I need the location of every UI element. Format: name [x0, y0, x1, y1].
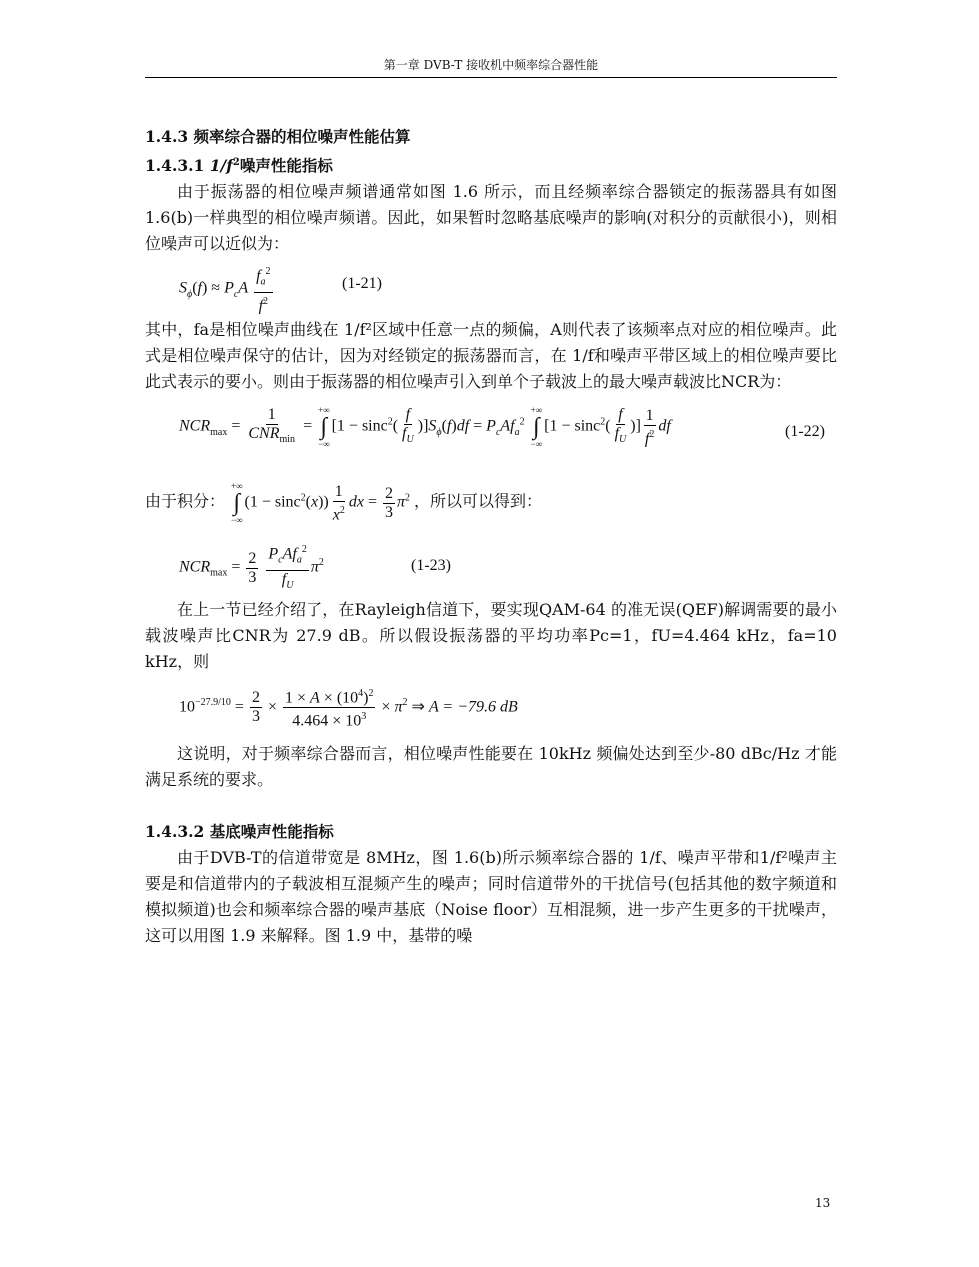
- heading-sup: 2: [232, 157, 240, 168]
- equation-number: (1-23): [411, 557, 451, 575]
- integral-outro-text: ，所以可以得到：: [414, 493, 543, 511]
- section-heading-1-4-3-2: 1.4.3.2 基底噪声性能指标: [145, 822, 334, 842]
- equation-solve-a: $10^{-27.9/10}$ = $\frac{2}{3}$ × $\frac{1 \times A \times (10^4)^2}{4.464 \times 10^3}$ × $\pi^2$ ⇒ A = −79.6 dB: [145, 675, 837, 741]
- page-body: [145, 124, 837, 949]
- equation-result: A = −79.6 dB: [428, 698, 518, 716]
- page-number: 13: [815, 1196, 831, 1210]
- equation-number: (1-21): [342, 275, 382, 293]
- paragraph-1: 由于振荡器的相位噪声频谱通常如图 1.6 所示，而且经频率综合器锁定的振荡器具有如图 1.6(b)一样典型的相位噪声频谱。因此，如果暂时忽略基底噪声的影响(对积分的贡献很小)，则相位噪声可以近似为：: [145, 182, 837, 254]
- paragraph-5: 这说明，对于频率综合器而言，相位噪声性能要在 10kHz 频偏处达到至少-80 dBc/Hz 才能满足系统的要求。: [145, 744, 837, 790]
- paragraph-4: 在上一节已经介绍了，在Rayleigh信道下，要实现QAM-64 的准无误(QEF)解调需要的最小载波噪声比CNR为 27.9 dB。所以假设振荡器的平均功率Pc=1，fU=4.464 kHz，fa=10 kHz，则: [145, 600, 837, 672]
- running-header: 第一章 DVB-T 接收机中频率综合器性能: [145, 56, 837, 78]
- equation-1-23: $NCR_{max}$ = $\frac{2}{3}$ $\frac{P_cAf_a^2}{f_U}$ $\pi^2$ (1-23): [145, 531, 837, 597]
- section-heading-1-4-3: 1.4.3 频率综合器的相位噪声性能估算: [145, 127, 411, 146]
- heading-fraction: 1/f: [209, 156, 233, 176]
- paragraph-6: 由于DVB-T的信道带宽是 8MHz，图 1.6(b)所示频率综合器的 1/f、噪声平带和1/f²噪声主要是和信道带内的子载波相互混频产生的噪声；同时信道带外的干扰信号(包括其他的数字频道和模拟频道)也会和频率综合器的噪声基底（Noise floor）互相混频，进一步产生更多的干扰噪声，这可以用图 1.9 来解释。图 1.9 中，基带的噪: [145, 848, 837, 946]
- section-heading-1-4-3-1: [145, 150, 837, 179]
- integral-line: 由于积分： +∞ ∫ −∞ (1 − sinc$^2$(x)) $\frac{1}{x^2}$ dx = $\frac{2}{3}$ $\pi^2$ ，所以可以得到：: [145, 481, 543, 526]
- equation-number: (1-22): [785, 423, 825, 441]
- heading-text: 噪声性能指标: [239, 156, 333, 176]
- equation-1-22: $NCR_{max}$ = $\frac{1}{CNR_{min}}$ = +∞ ∫ −∞ [1 − sinc$^2$( $\frac{f}{f_U}$ )]$S_\phi(f)df = P_cAf_a^2$ +∞ ∫ −∞ [1 − sinc$^2$( $\frac{f}{f_U}$ )] $\frac{1}{f^2}$ df (1-22): [179, 405, 825, 450]
- integral-intro-text: 由于积分：: [145, 493, 226, 511]
- paragraph-2: 其中，fa是相位噪声曲线在 1/f²区域中任意一点的频偏，A则代表了该频率点对应的相位噪声。此式是相位噪声保守的估计，因为对经锁定的振荡器而言，在 1/f和噪声平带区域上的相位噪声要比此式表示的要小。则由于振荡器的相位噪声引入到单个子载波上的最大噪声载波比NCR为：: [145, 320, 837, 392]
- section-number: 1.4.3.1: [145, 156, 205, 176]
- equation-1-21: $S_\phi(f) \approx P_cA$ $\frac{f_a^2}{f^2}$ (1-21): [145, 257, 837, 317]
